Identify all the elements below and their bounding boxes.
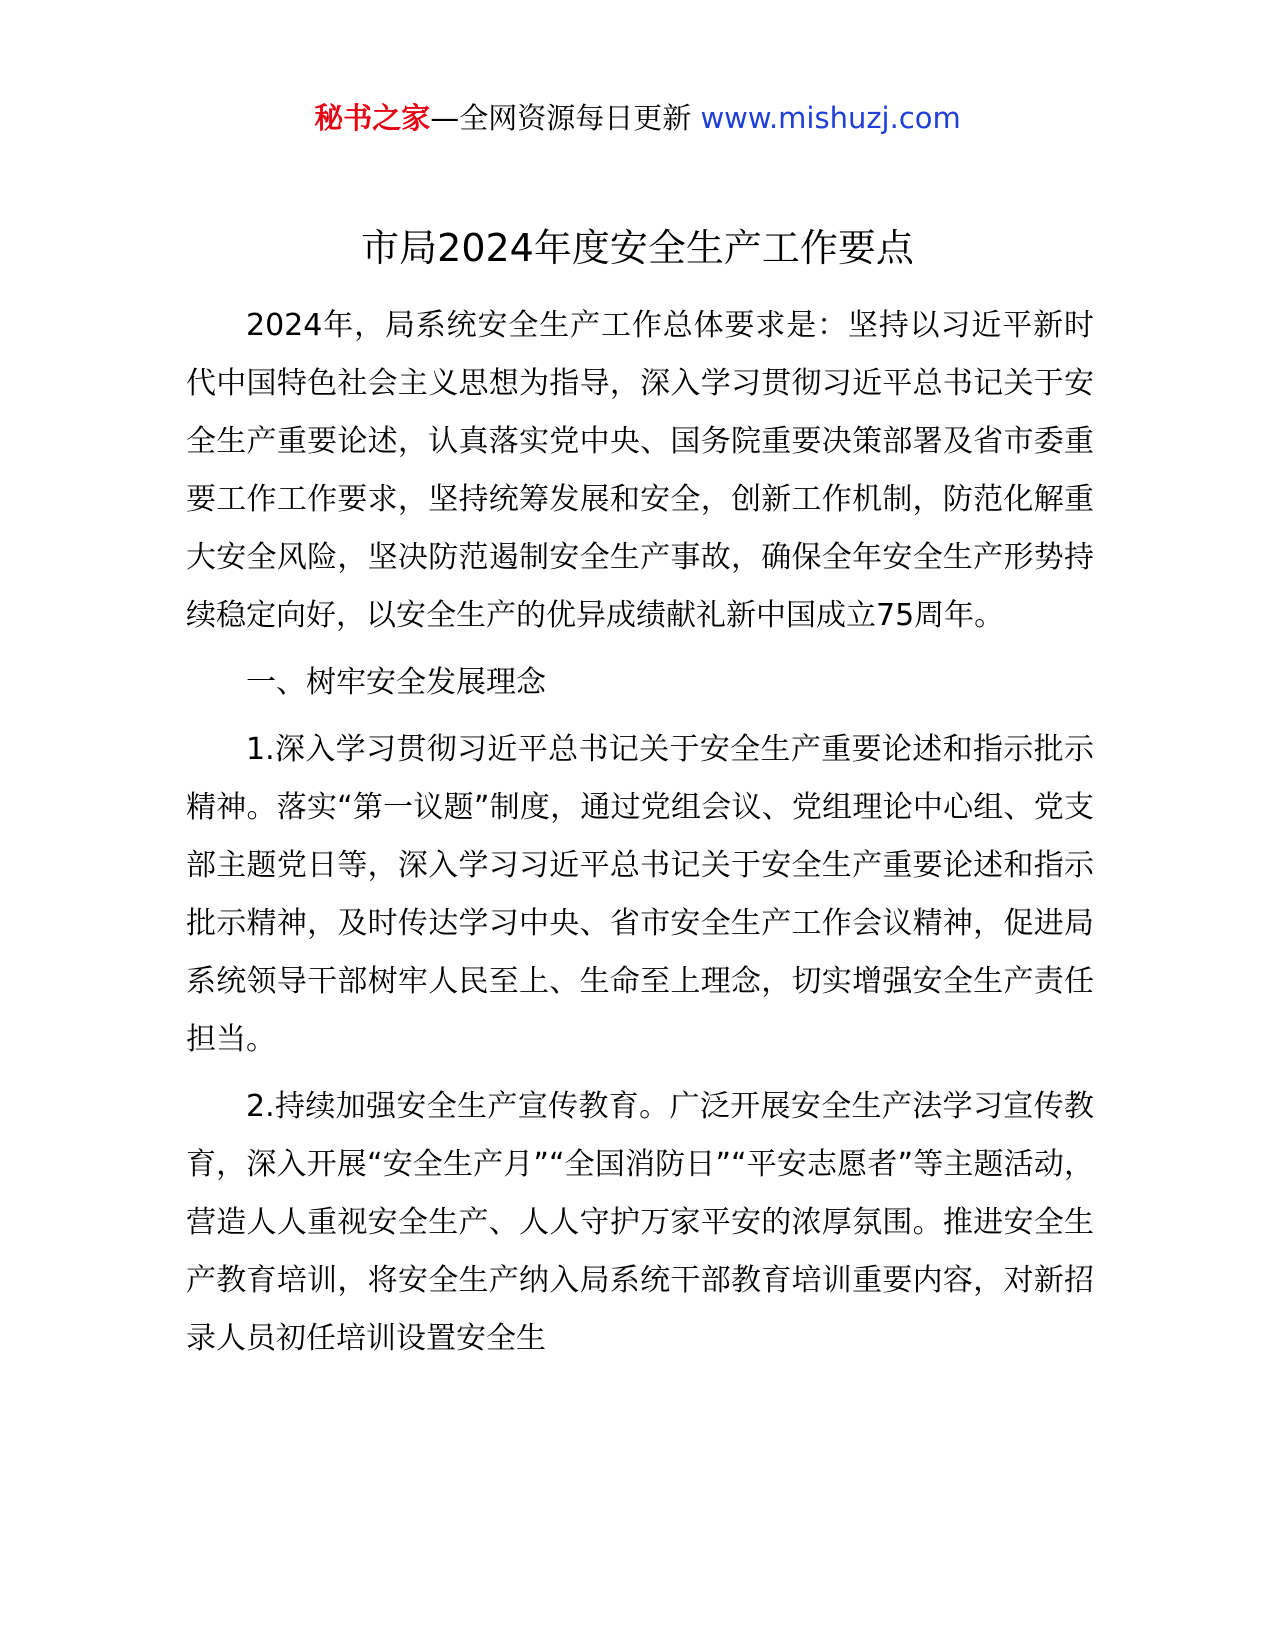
section-heading-1: 一、树牢安全发展理念 [246,665,546,700]
site-tagline: —全网资源每日更新 [430,101,692,135]
paragraph-intro: 2024年，局系统安全生产工作总体要求是：坚持以习近平新时代中国特色社会主义思想为指导，深入学习贯彻习近平总书记关于安全生产重要论述，认真落实党中央、国务院重要决策部署及省市委重要工作工作要求，坚持统筹发展和安全，创新工作机制，防范化解重大安全风险，坚决防范遏制安全生产事故，确保全年安全生产形势持续稳定向好，以安全生产的优异成绩献礼新中国成立75周年。 [186,308,1094,633]
site-brand: 秘书之家 [314,101,431,135]
paragraph-item-1: 1.深入学习贯彻习近平总书记关于安全生产重要论述和指示批示精神。落实“第一议题”制度，通过党组会议、党组理论中心组、党支部主题党日等，深入学习习近平总书记关于安全生产重要论述和指示批示精神，及时传达学习中央、省市安全生产工作会议精神，促进局系统领导干部树牢人民至上、生命至上理念，切实增强安全生产责任担当。 [186,732,1094,1057]
site-header [0,96,1275,140]
document-title: 市局2024年度安全生产工作要点 [361,226,914,270]
site-url-link[interactable]: www.mishuzj.com [700,101,961,135]
paragraph-item-2: 2.持续加强安全生产宣传教育。广泛开展安全生产法学习宣传教育，深入开展“安全生产月”“全国消防日”“平安志愿者”等主题活动，营造人人重视安全生产、人人守护万家平安的浓厚氛围。推进安全生产教育培训，将安全生产纳入局系统干部教育培训重要内容，对新招录人员初任培训设置安全生 [186,1089,1094,1356]
document-body [186,297,1094,1368]
